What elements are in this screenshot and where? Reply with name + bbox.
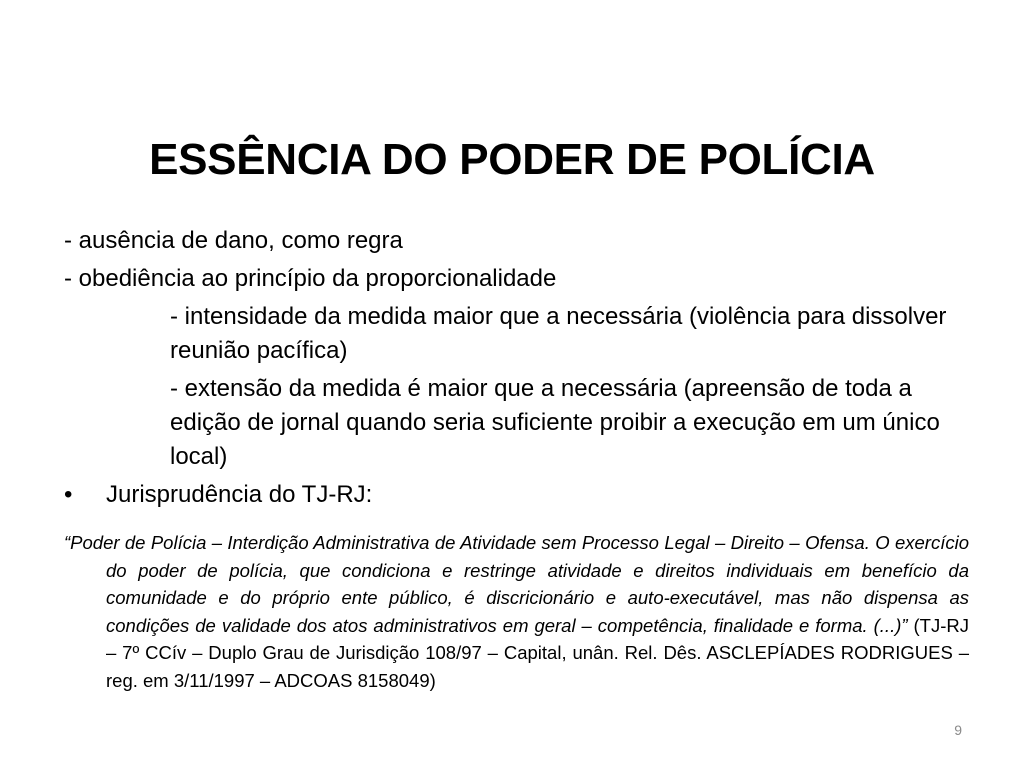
bullet-item bbox=[64, 478, 970, 512]
body-line-1: - ausência de dano, como regra bbox=[64, 227, 403, 254]
body-line-2: - obediência ao princípio da proporcionalidade bbox=[64, 265, 557, 292]
page-number: 9 bbox=[954, 722, 962, 738]
quote-citation: (TJ-RJ – 7º CCív – Duplo Grau de Jurisdição 108/97 – Capital, unân. Rel. Dês. ASCLEPÍADES RODRIGUES – reg. em 3/11/1997 – ADCOAS 8158049) bbox=[106, 614, 969, 691]
sub-item-2: - extensão da medida é maior que a necessária (apreensão de toda a edição de jornal quando seria suficiente proibir a execução em um único local) bbox=[170, 375, 940, 470]
slide-title: ESSÊNCIA DO PODER DE POLÍCIA bbox=[149, 135, 875, 184]
sub-item-1: - intensidade da medida maior que a necessária (violência para dissolver reunião pacífica) bbox=[170, 303, 947, 364]
bullet-mark: • bbox=[64, 481, 73, 508]
slide-body bbox=[64, 224, 970, 512]
bullet-text: Jurisprudência do TJ-RJ: bbox=[106, 481, 373, 508]
quote-text: “Poder de Polícia – Interdição Administrativa de Atividade sem Processo Legal – Direito – Ofensa. O exercício do poder de polícia, que condiciona e restringe atividade e direitos individuais em benefício da comunidade e do próprio ente público, é discricionário e auto-executável, mas não dispensa as condições de validade dos atos administrativos em geral – competência, finalidade e forma. (...)” bbox=[64, 532, 969, 636]
jurisprudence-quote bbox=[64, 529, 969, 694]
